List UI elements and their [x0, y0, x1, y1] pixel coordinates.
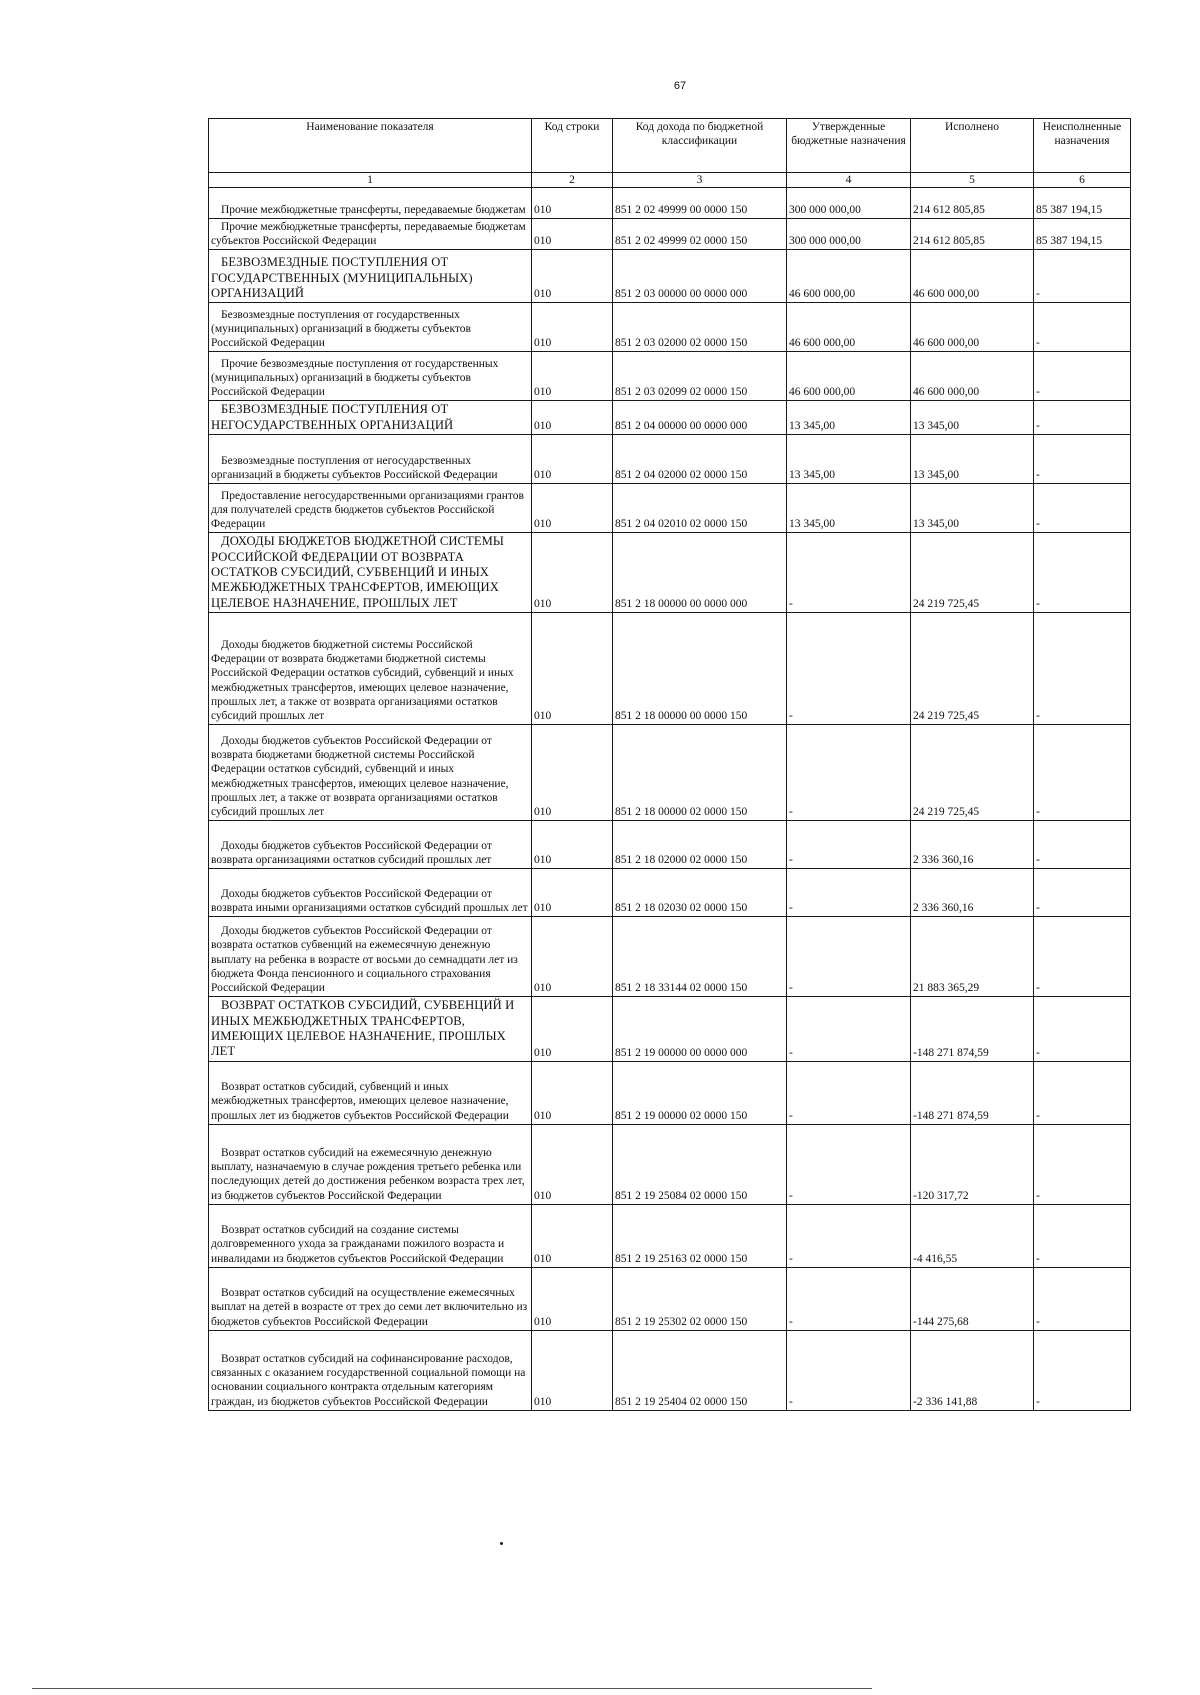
indicator-name-text: Прочие межбюджетные трансферты, передаваемые бюджетам субъектов Российской Федерации [211, 221, 526, 248]
income-code-cell: 851 2 18 00000 00 0000 000 [613, 533, 787, 613]
approved-amount-cell: - [787, 725, 911, 821]
executed-amount-cell: 13 345,00 [911, 435, 1034, 484]
column-number: 3 [613, 173, 787, 188]
indicator-name-text: Доходы бюджетов субъектов Российской Федерации от возврата остатков субвенций на ежемесячную денежную выплату на ребенка в возрасте от восьми до семнадцати лет из бюджета Фонда пенсионного и социального страхования Российской Федерации [211, 925, 518, 995]
executed-amount-cell: 2 336 360,16 [911, 821, 1034, 869]
executed-amount-cell: -148 271 874,59 [911, 1061, 1034, 1124]
executed-amount-cell: 214 612 805,85 [911, 219, 1034, 250]
line-code-cell: 010 [532, 250, 613, 303]
table-row [209, 725, 1131, 821]
line-code-cell: 010 [532, 435, 613, 484]
indicator-name-text: ВОЗВРАТ ОСТАТКОВ СУБСИДИЙ, СУБВЕНЦИЙ И ИНЫХ МЕЖБЮДЖЕТНЫХ ТРАНСФЕРТОВ, ИМЕЮЩИХ ЦЕЛЕВОЕ НАЗНАЧЕНИЕ, ПРОШЛЫХ ЛЕТ [211, 998, 515, 1059]
indicator-name-text: Прочие межбюджетные трансферты, передаваемые бюджетам [221, 203, 526, 216]
budget-revenue-table [208, 118, 1131, 1411]
indicator-name-cell [209, 250, 532, 303]
income-code-cell: 851 2 02 49999 02 0000 150 [613, 219, 787, 250]
executed-amount-cell: 24 219 725,45 [911, 613, 1034, 725]
line-code-cell: 010 [532, 219, 613, 250]
unexecuted-amount-cell: - [1034, 613, 1131, 725]
table-row [209, 219, 1131, 250]
column-number: 2 [532, 173, 613, 188]
line-code-cell: 010 [532, 1204, 613, 1267]
table-row [209, 1330, 1131, 1410]
income-code-cell: 851 2 03 02000 02 0000 150 [613, 303, 787, 352]
header-approved: Утвержденные бюджетные назначения [787, 119, 911, 173]
executed-amount-cell: -148 271 874,59 [911, 997, 1034, 1062]
table-row [209, 250, 1131, 303]
unexecuted-amount-cell: - [1034, 1204, 1131, 1267]
column-number-row [209, 173, 1131, 188]
approved-amount-cell: - [787, 1267, 911, 1330]
scan-dot [500, 1542, 503, 1545]
indicator-name-cell [209, 303, 532, 352]
income-code-cell: 851 2 18 02000 02 0000 150 [613, 821, 787, 869]
indicator-name-cell [209, 1330, 532, 1410]
page-number: 67 [673, 80, 687, 92]
unexecuted-amount-cell: - [1034, 250, 1131, 303]
unexecuted-amount-cell: - [1034, 1330, 1131, 1410]
line-code-cell: 010 [532, 1330, 613, 1410]
column-number: 1 [209, 173, 532, 188]
table-row [209, 533, 1131, 613]
header-line-code: Код строки [532, 119, 613, 173]
indicator-name-cell [209, 1061, 532, 1124]
page-bottom-rule [32, 1688, 872, 1689]
approved-amount-cell: - [787, 1204, 911, 1267]
unexecuted-amount-cell: 85 387 194,15 [1034, 188, 1131, 219]
indicator-name-cell [209, 1267, 532, 1330]
income-code-cell: 851 2 19 25163 02 0000 150 [613, 1204, 787, 1267]
indicator-name-cell [209, 188, 532, 219]
line-code-cell: 010 [532, 821, 613, 869]
indicator-name-cell [209, 352, 532, 401]
indicator-name-text: Возврат остатков субсидий на создание системы долговременного ухода за гражданами пожилого возраста и инвалидами из бюджетов субъектов Российской Федерации [211, 1224, 505, 1265]
unexecuted-amount-cell: - [1034, 917, 1131, 997]
approved-amount-cell: - [787, 1124, 911, 1204]
header-executed: Исполнено [911, 119, 1034, 173]
approved-amount-cell: - [787, 917, 911, 997]
indicator-name-text: Прочие безвозмездные поступления от государственных (муниципальных) организаций в бюджеты субъектов Российской Федерации [211, 357, 499, 399]
indicator-name-cell [209, 484, 532, 533]
line-code-cell: 010 [532, 613, 613, 725]
income-code-cell: 851 2 18 00000 02 0000 150 [613, 725, 787, 821]
indicator-name-cell [209, 725, 532, 821]
table-row [209, 401, 1131, 435]
income-code-cell: 851 2 19 25084 02 0000 150 [613, 1124, 787, 1204]
unexecuted-amount-cell: - [1034, 435, 1131, 484]
indicator-name-cell [209, 917, 532, 997]
income-code-cell: 851 2 03 00000 00 0000 000 [613, 250, 787, 303]
unexecuted-amount-cell: - [1034, 352, 1131, 401]
indicator-name-cell [209, 219, 532, 250]
executed-amount-cell: 214 612 805,85 [911, 188, 1034, 219]
line-code-cell: 010 [532, 303, 613, 352]
executed-amount-cell: 46 600 000,00 [911, 352, 1034, 401]
executed-amount-cell: 21 883 365,29 [911, 917, 1034, 997]
executed-amount-cell: 24 219 725,45 [911, 533, 1034, 613]
indicator-name-text: Доходы бюджетов субъектов Российской Федерации от возврата организациями остатков субсидий прошлых лет [211, 839, 492, 867]
table-row [209, 869, 1131, 917]
income-code-cell: 851 2 19 00000 02 0000 150 [613, 1061, 787, 1124]
indicator-name-cell [209, 533, 532, 613]
table-row [209, 484, 1131, 533]
indicator-name-text: БЕЗВОЗМЕЗДНЫЕ ПОСТУПЛЕНИЯ ОТ НЕГОСУДАРСТВЕННЫХ ОРГАНИЗАЦИЙ [211, 402, 454, 432]
table-row [209, 821, 1131, 869]
indicator-name-cell [209, 401, 532, 435]
unexecuted-amount-cell: - [1034, 401, 1131, 435]
unexecuted-amount-cell: - [1034, 1061, 1131, 1124]
approved-amount-cell: 13 345,00 [787, 484, 911, 533]
table-row [209, 352, 1131, 401]
approved-amount-cell: 13 345,00 [787, 435, 911, 484]
column-number: 5 [911, 173, 1034, 188]
line-code-cell: 010 [532, 401, 613, 435]
header-income-code: Код дохода по бюджетной классификации [613, 119, 787, 173]
table-row [209, 303, 1131, 352]
table-row [209, 1267, 1131, 1330]
line-code-cell: 010 [532, 917, 613, 997]
indicator-name-text: Возврат остатков субсидий, субвенций и иных межбюджетных трансфертов, имеющих целевое назначение, прошлых лет из бюджетов субъектов Российской Федерации [211, 1081, 509, 1122]
income-code-cell: 851 2 19 25302 02 0000 150 [613, 1267, 787, 1330]
indicator-name-cell [209, 1124, 532, 1204]
indicator-name-text: Доходы бюджетов бюджетной системы Российской Федерации от возврата бюджетами бюджетной системы Российской Федерации остатков субсидий, субвенций и иных межбюджетных трансфертов, имеющих целевое назначение, прошлых лет, а также от возврата организациями остатков субсидий прошлых лет [211, 639, 514, 723]
indicator-name-text: Возврат остатков субсидий на софинансирование расходов, связанных с оказанием государственной социальной помощи на основании социального контракта отдельным категориям граждан, из бюджетов субъектов Российской Федерации [211, 1353, 526, 1408]
income-code-cell: 851 2 02 49999 00 0000 150 [613, 188, 787, 219]
unexecuted-amount-cell: - [1034, 1267, 1131, 1330]
header-row [209, 119, 1131, 173]
indicator-name-cell [209, 869, 532, 917]
table-row [209, 1061, 1131, 1124]
income-code-cell: 851 2 04 02000 02 0000 150 [613, 435, 787, 484]
header-indicator-name: Наименование показателя [209, 119, 532, 173]
column-number: 4 [787, 173, 911, 188]
income-code-cell: 851 2 19 00000 00 0000 000 [613, 997, 787, 1062]
indicator-name-text: Предоставление негосударственными организациями грантов для получателей средств бюджетов субъектов Российской Федерации [211, 489, 524, 531]
executed-amount-cell: 46 600 000,00 [911, 250, 1034, 303]
unexecuted-amount-cell: - [1034, 303, 1131, 352]
indicator-name-text: БЕЗВОЗМЕЗДНЫЕ ПОСТУПЛЕНИЯ ОТ ГОСУДАРСТВЕННЫХ (МУНИЦИПАЛЬНЫХ) ОРГАНИЗАЦИЙ [211, 255, 473, 300]
line-code-cell: 010 [532, 1267, 613, 1330]
executed-amount-cell: -2 336 141,88 [911, 1330, 1034, 1410]
indicator-name-text: Безвозмездные поступления от негосударственных организаций в бюджеты субъектов Российской Федерации [211, 454, 498, 482]
unexecuted-amount-cell: - [1034, 869, 1131, 917]
indicator-name-text: Безвозмездные поступления от государственных (муниципальных) организаций в бюджеты субъектов Российской Федерации [211, 308, 471, 350]
indicator-name-cell [209, 997, 532, 1062]
unexecuted-amount-cell: - [1034, 997, 1131, 1062]
executed-amount-cell: 2 336 360,16 [911, 869, 1034, 917]
table-row [209, 435, 1131, 484]
indicator-name-cell [209, 1204, 532, 1267]
executed-amount-cell: -120 317,72 [911, 1124, 1034, 1204]
indicator-name-text: Доходы бюджетов субъектов Российской Федерации от возврата бюджетами бюджетной системы Российской Федерации остатков субсидий, субвенций и иных межбюджетных трансфертов, имеющих целевое назначение, прошлых лет, а также от возврата организациями остатков субсидий прошлых лет [211, 735, 509, 819]
indicator-name-cell [209, 821, 532, 869]
table-row [209, 613, 1131, 725]
unexecuted-amount-cell: - [1034, 725, 1131, 821]
approved-amount-cell: - [787, 533, 911, 613]
table-row [209, 188, 1131, 219]
unexecuted-amount-cell: - [1034, 533, 1131, 613]
approved-amount-cell: 300 000 000,00 [787, 188, 911, 219]
table-row [209, 1124, 1131, 1204]
table-row [209, 997, 1131, 1062]
income-code-cell: 851 2 04 02010 02 0000 150 [613, 484, 787, 533]
table-body [209, 173, 1131, 1411]
header-unexecuted: Неисполненные назначения [1034, 119, 1131, 173]
indicator-name-text: Доходы бюджетов субъектов Российской Федерации от возврата иными организациями остатков субсидий прошлых лет [211, 887, 528, 915]
table-row [209, 1204, 1131, 1267]
approved-amount-cell: 46 600 000,00 [787, 303, 911, 352]
executed-amount-cell: -144 275,68 [911, 1267, 1034, 1330]
unexecuted-amount-cell: - [1034, 484, 1131, 533]
income-code-cell: 851 2 18 02030 02 0000 150 [613, 869, 787, 917]
approved-amount-cell: - [787, 821, 911, 869]
line-code-cell: 010 [532, 484, 613, 533]
table-row [209, 917, 1131, 997]
indicator-name-text: Возврат остатков субсидий на ежемесячную денежную выплату, назначаемую в случае рождения третьего ребенка или последующих детей до достижения ребенком возраста трех лет, из бюджетов субъектов Российской Федерации [211, 1147, 525, 1202]
income-code-cell: 851 2 03 02099 02 0000 150 [613, 352, 787, 401]
income-code-cell: 851 2 19 25404 02 0000 150 [613, 1330, 787, 1410]
approved-amount-cell: 300 000 000,00 [787, 219, 911, 250]
income-code-cell: 851 2 18 00000 00 0000 150 [613, 613, 787, 725]
executed-amount-cell: -4 416,55 [911, 1204, 1034, 1267]
approved-amount-cell: - [787, 613, 911, 725]
approved-amount-cell: - [787, 1330, 911, 1410]
line-code-cell: 010 [532, 352, 613, 401]
line-code-cell: 010 [532, 725, 613, 821]
executed-amount-cell: 46 600 000,00 [911, 303, 1034, 352]
line-code-cell: 010 [532, 1061, 613, 1124]
line-code-cell: 010 [532, 997, 613, 1062]
approved-amount-cell: 46 600 000,00 [787, 352, 911, 401]
executed-amount-cell: 24 219 725,45 [911, 725, 1034, 821]
indicator-name-text: Возврат остатков субсидий на осуществление ежемесячных выплат на детей в возрасте от трех до семи лет включительно из бюджетов субъектов Российской Федерации [211, 1287, 528, 1328]
unexecuted-amount-cell: 85 387 194,15 [1034, 219, 1131, 250]
indicator-name-cell [209, 435, 532, 484]
line-code-cell: 010 [532, 188, 613, 219]
executed-amount-cell: 13 345,00 [911, 401, 1034, 435]
income-code-cell: 851 2 18 33144 02 0000 150 [613, 917, 787, 997]
approved-amount-cell: - [787, 1061, 911, 1124]
indicator-name-cell [209, 613, 532, 725]
approved-amount-cell: - [787, 997, 911, 1062]
line-code-cell: 010 [532, 1124, 613, 1204]
approved-amount-cell: 46 600 000,00 [787, 250, 911, 303]
executed-amount-cell: 13 345,00 [911, 484, 1034, 533]
approved-amount-cell: 13 345,00 [787, 401, 911, 435]
column-number: 6 [1034, 173, 1131, 188]
approved-amount-cell: - [787, 869, 911, 917]
line-code-cell: 010 [532, 533, 613, 613]
unexecuted-amount-cell: - [1034, 1124, 1131, 1204]
indicator-name-text: ДОХОДЫ БЮДЖЕТОВ БЮДЖЕТНОЙ СИСТЕМЫ РОССИЙСКОЙ ФЕДЕРАЦИИ ОТ ВОЗВРАТА ОСТАТКОВ СУБСИДИЙ, СУБВЕНЦИЙ И ИНЫХ МЕЖБЮДЖЕТНЫХ ТРАНСФЕРТОВ, ИМЕЮЩИХ ЦЕЛЕВОЕ НАЗНАЧЕНИЕ, ПРОШЛЫХ ЛЕТ [211, 534, 504, 610]
income-code-cell: 851 2 04 00000 00 0000 000 [613, 401, 787, 435]
line-code-cell: 010 [532, 869, 613, 917]
unexecuted-amount-cell: - [1034, 821, 1131, 869]
